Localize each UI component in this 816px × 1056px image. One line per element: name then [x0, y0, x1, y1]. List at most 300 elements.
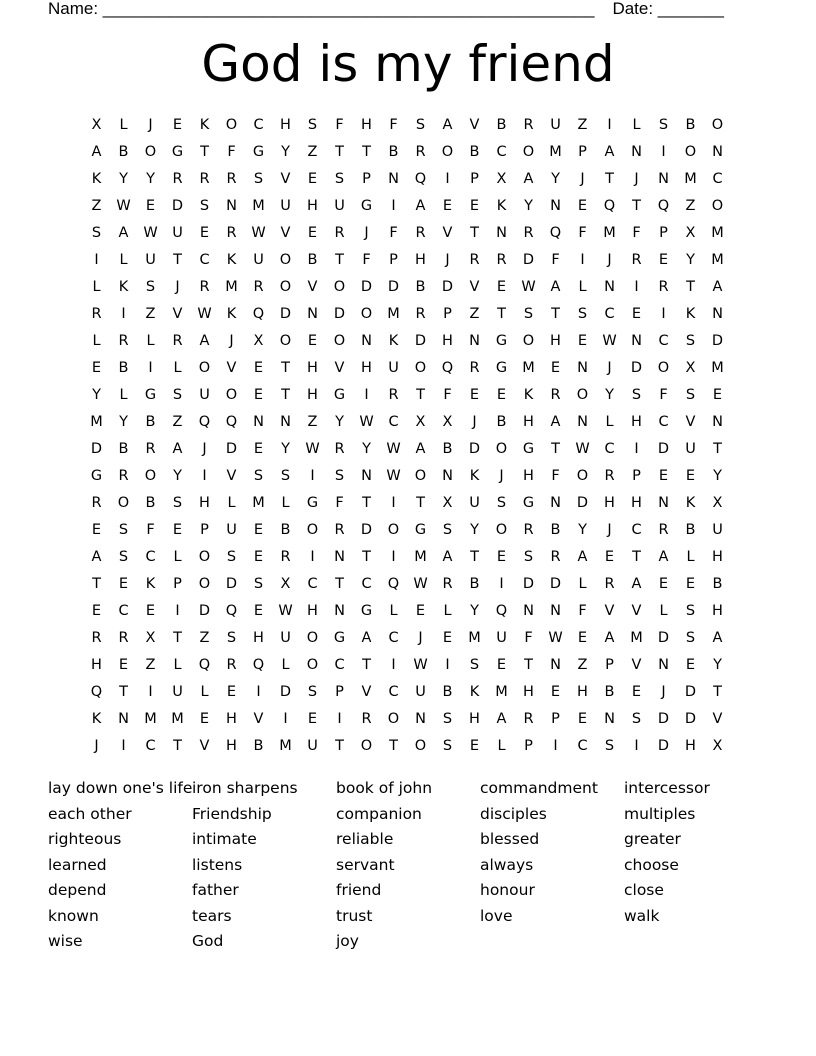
grid-letter: X [712, 495, 723, 511]
grid-letter: R [523, 225, 534, 241]
grid-letter: S [523, 549, 534, 565]
grid-letter: R [172, 333, 183, 349]
grid-letter: B [118, 441, 129, 457]
grid-letter: I [121, 306, 126, 322]
grid-letter: R [226, 657, 237, 673]
grid-letter: V [604, 603, 615, 619]
grid-letter: B [685, 117, 696, 133]
grid-letter: Y [281, 144, 290, 160]
grid-letter: J [229, 333, 234, 349]
grid-letter: U [496, 630, 507, 646]
grid-letter: L [686, 549, 695, 565]
grid-letter: Y [173, 468, 182, 484]
grid-letter: R [118, 333, 129, 349]
grid-letter: F [524, 630, 533, 646]
grid-letter: O [414, 738, 427, 754]
grid-letter: T [362, 495, 371, 511]
grid-letter: Z [199, 630, 210, 646]
grid-letter: U [145, 252, 156, 268]
grid-letter: O [387, 711, 400, 727]
grid-letter: H [361, 117, 372, 133]
grid-letter: R [388, 387, 399, 403]
grid-letter: M [144, 711, 157, 727]
letter-grid [83, 113, 731, 761]
grid-letter: Z [145, 306, 156, 322]
grid-letter: H [523, 468, 534, 484]
grid-letter: M [495, 684, 508, 700]
grid-letter: C [388, 684, 399, 700]
grid-letter: R [604, 468, 615, 484]
grid-letter: S [253, 171, 264, 187]
grid-letter: R [415, 225, 426, 241]
grid-letter: D [279, 306, 292, 322]
grid-letter: T [281, 387, 290, 403]
grid-letter: X [712, 738, 723, 754]
word-item: companion [336, 804, 422, 823]
grid-letter: A [442, 117, 453, 133]
grid-letter: L [605, 414, 614, 430]
grid-letter: N [550, 198, 561, 214]
grid-letter: H [307, 603, 318, 619]
grid-letter: L [119, 252, 128, 268]
grid-letter: J [364, 225, 369, 241]
grid-letter: N [253, 414, 264, 430]
grid-letter: E [118, 657, 129, 673]
grid-letter: Q [252, 657, 265, 673]
grid-letter: B [442, 441, 453, 457]
grid-letter: O [441, 144, 454, 160]
grid-letter: S [496, 495, 507, 511]
grid-letter: M [711, 252, 724, 268]
grid-letter: M [387, 306, 400, 322]
grid-letter: E [712, 387, 723, 403]
grid-letter: H [253, 630, 264, 646]
grid-letter: W [386, 441, 401, 457]
grid-letter: H [280, 117, 291, 133]
grid-letter: D [360, 279, 373, 295]
grid-letter: E [145, 603, 156, 619]
grid-letter: E [307, 171, 318, 187]
grid-letter: O [360, 306, 373, 322]
grid-letter: G [522, 441, 535, 457]
grid-letter: T [281, 360, 290, 376]
grid-letter: R [631, 252, 642, 268]
grid-letter: O [198, 549, 211, 565]
grid-letter: J [607, 252, 612, 268]
grid-letter: Y [713, 657, 722, 673]
grid-letter: X [685, 225, 696, 241]
grid-letter: L [92, 279, 101, 295]
grid-letter: H [523, 414, 534, 430]
grid-letter: R [442, 576, 453, 592]
grid-letter: I [445, 171, 450, 187]
grid-letter: R [145, 441, 156, 457]
grid-letter: X [442, 414, 453, 430]
word-item: Friendship [192, 804, 272, 823]
grid-letter: H [712, 549, 723, 565]
grid-letter: U [415, 684, 426, 700]
grid-letter: C [118, 603, 129, 619]
grid-letter: S [658, 117, 669, 133]
grid-letter: K [145, 576, 156, 592]
grid-letter: W [548, 630, 563, 646]
grid-letter: D [576, 495, 589, 511]
grid-letter: F [227, 144, 236, 160]
grid-letter: H [307, 360, 318, 376]
grid-row [83, 194, 731, 221]
grid-letter: T [362, 144, 371, 160]
grid-letter: L [578, 279, 587, 295]
grid-letter: P [524, 738, 533, 754]
grid-letter: Q [387, 576, 400, 592]
grid-letter: P [659, 225, 668, 241]
grid-letter: B [550, 522, 561, 538]
grid-letter: E [253, 360, 264, 376]
word-item: intercessor [624, 779, 710, 797]
grid-letter: O [495, 522, 508, 538]
grid-letter: G [306, 495, 319, 511]
grid-letter: I [634, 738, 639, 754]
grid-letter: E [91, 522, 102, 538]
grid-letter: D [360, 522, 373, 538]
grid-letter: N [631, 333, 642, 349]
grid-letter: N [361, 468, 372, 484]
grid-letter: W [278, 603, 293, 619]
grid-letter: E [658, 252, 669, 268]
grid-letter: R [280, 549, 291, 565]
grid-letter: R [361, 711, 372, 727]
grid-letter: N [577, 360, 588, 376]
grid-letter: V [253, 711, 264, 727]
grid-letter: R [604, 576, 615, 592]
word-item: book of john [336, 779, 433, 797]
grid-letter: C [712, 171, 723, 187]
grid-letter: I [202, 468, 207, 484]
grid-letter: B [145, 414, 156, 430]
grid-letter: N [523, 603, 534, 619]
grid-letter: E [685, 576, 696, 592]
grid-letter: S [442, 738, 453, 754]
grid-letter: M [252, 198, 265, 214]
grid-letter: B [307, 252, 318, 268]
grid-letter: D [225, 441, 238, 457]
grid-letter: K [118, 279, 129, 295]
grid-letter: L [443, 603, 452, 619]
grid-letter: C [253, 117, 264, 133]
grid-letter: O [198, 576, 211, 592]
grid-letter: A [442, 549, 453, 565]
grid-letter: T [173, 738, 182, 754]
grid-letter: U [469, 495, 480, 511]
grid-letter: Q [198, 414, 211, 430]
grid-letter: I [391, 549, 396, 565]
grid-letter: N [388, 171, 399, 187]
grid-letter: Q [198, 657, 211, 673]
grid-letter: T [551, 306, 560, 322]
grid-letter: J [148, 117, 153, 133]
grid-letter: O [333, 279, 346, 295]
grid-letter: R [415, 306, 426, 322]
grid-letter: E [550, 684, 561, 700]
grid-letter: K [91, 171, 102, 187]
grid-letter: Z [91, 198, 102, 214]
grid-letter: A [91, 549, 102, 565]
grid-letter: T [200, 144, 209, 160]
grid-letter: Q [225, 603, 238, 619]
grid-row [83, 113, 731, 140]
grid-letter: Z [307, 144, 318, 160]
grid-letter: E [685, 468, 696, 484]
grid-letter: R [334, 441, 345, 457]
grid-letter: L [92, 333, 101, 349]
grid-letter: N [442, 468, 453, 484]
grid-letter: X [91, 117, 102, 133]
grid-letter: Y [605, 387, 614, 403]
grid-letter: B [469, 144, 480, 160]
grid-letter: S [307, 117, 318, 133]
grid-letter: H [91, 657, 102, 673]
grid-letter: S [91, 225, 102, 241]
grid-letter: E [91, 360, 102, 376]
grid-letter: K [226, 306, 237, 322]
grid-letter: W [602, 333, 617, 349]
grid-letter: A [604, 144, 615, 160]
grid-letter: F [578, 225, 587, 241]
word-item: learned [48, 855, 107, 874]
grid-row [83, 275, 731, 302]
grid-letter: Z [469, 306, 480, 322]
grid-letter: E [415, 603, 426, 619]
grid-letter: B [388, 144, 399, 160]
grid-letter: E [172, 117, 183, 133]
grid-letter: S [685, 387, 696, 403]
grid-letter: R [226, 171, 237, 187]
grid-letter: I [391, 657, 396, 673]
grid-letter: O [495, 441, 508, 457]
grid-letter: M [711, 225, 724, 241]
grid-row [83, 626, 731, 653]
grid-letter: B [118, 360, 129, 376]
grid-letter: O [360, 738, 373, 754]
grid-letter: N [550, 603, 561, 619]
grid-letter: O [522, 144, 535, 160]
grid-letter: F [551, 252, 560, 268]
grid-letter: N [604, 279, 615, 295]
grid-letter: I [634, 441, 639, 457]
grid-letter: I [310, 468, 315, 484]
grid-letter: Y [119, 414, 128, 430]
grid-letter: Y [470, 522, 479, 538]
grid-letter: F [389, 117, 398, 133]
grid-letter: N [712, 306, 723, 322]
grid-letter: J [499, 468, 504, 484]
grid-letter: O [144, 144, 157, 160]
grid-letter: T [362, 657, 371, 673]
grid-letter: E [307, 333, 318, 349]
grid-letter: N [712, 144, 723, 160]
grid-letter: J [472, 414, 477, 430]
grid-letter: Y [470, 603, 479, 619]
grid-letter: S [442, 711, 453, 727]
grid-letter: T [713, 441, 722, 457]
grid-letter: B [685, 522, 696, 538]
grid-letter: K [685, 495, 696, 511]
grid-letter: V [280, 225, 291, 241]
grid-letter: D [414, 333, 427, 349]
grid-letter: A [550, 279, 561, 295]
grid-letter: K [388, 333, 399, 349]
grid-letter: C [361, 576, 372, 592]
grid-letter: A [415, 198, 426, 214]
grid-letter: L [227, 495, 236, 511]
grid-letter: B [145, 495, 156, 511]
word-item: servant [336, 855, 395, 874]
grid-letter: O [306, 630, 319, 646]
grid-letter: N [658, 495, 669, 511]
grid-letter: H [631, 495, 642, 511]
grid-letter: B [496, 414, 507, 430]
grid-letter: M [684, 171, 697, 187]
grid-letter: D [198, 603, 211, 619]
grid-letter: U [199, 387, 210, 403]
grid-letter: O [522, 333, 535, 349]
grid-letter: W [251, 225, 266, 241]
header-line [48, 0, 724, 20]
grid-letter: C [388, 414, 399, 430]
grid-letter: E [469, 387, 480, 403]
grid-letter: Y [281, 441, 290, 457]
grid-letter: E [496, 657, 507, 673]
grid-letter: S [280, 468, 291, 484]
grid-letter: A [361, 630, 372, 646]
grid-letter: Y [713, 468, 722, 484]
grid-letter: D [225, 576, 238, 592]
grid-letter: W [575, 441, 590, 457]
grid-letter: E [91, 603, 102, 619]
grid-letter: L [173, 360, 182, 376]
grid-row [83, 680, 731, 707]
grid-letter: N [550, 657, 561, 673]
grid-letter: X [253, 333, 264, 349]
grid-letter: P [443, 306, 452, 322]
grid-letter: R [226, 225, 237, 241]
grid-letter: U [172, 684, 183, 700]
grid-letter: N [334, 603, 345, 619]
grid-letter: U [280, 198, 291, 214]
grid-letter: I [661, 306, 666, 322]
grid-letter: Q [441, 360, 454, 376]
grid-letter: C [199, 252, 210, 268]
grid-letter: N [469, 333, 480, 349]
grid-letter: D [468, 441, 481, 457]
grid-letter: S [172, 387, 183, 403]
grid-letter: X [442, 495, 453, 511]
grid-letter: E [199, 711, 210, 727]
word-item: honour [480, 881, 535, 899]
grid-letter: V [199, 738, 210, 754]
grid-letter: F [362, 252, 371, 268]
grid-letter: E [577, 630, 588, 646]
grid-letter: R [334, 522, 345, 538]
grid-letter: X [280, 576, 291, 592]
word-item: joy [336, 932, 359, 950]
grid-letter: A [550, 414, 561, 430]
grid-letter: C [496, 144, 507, 160]
word-item: father [192, 881, 239, 899]
grid-letter: D [90, 441, 103, 457]
grid-letter: I [94, 252, 99, 268]
grid-letter: M [252, 495, 265, 511]
word-item: always [480, 855, 534, 874]
grid-letter: T [416, 387, 425, 403]
grid-letter: S [334, 171, 345, 187]
grid-letter: X [496, 171, 507, 187]
grid-letter: E [253, 549, 264, 565]
grid-letter: A [577, 549, 588, 565]
page-title: God is my friend [201, 35, 615, 93]
grid-letter: S [118, 549, 129, 565]
grid-letter: T [173, 630, 182, 646]
grid-letter: H [361, 360, 372, 376]
grid-letter: H [631, 414, 642, 430]
grid-letter: E [145, 198, 156, 214]
grid-letter: Q [414, 171, 427, 187]
grid-letter: A [199, 333, 210, 349]
grid-letter: I [310, 549, 315, 565]
grid-letter: R [523, 711, 534, 727]
grid-letter: G [171, 144, 184, 160]
grid-letter: S [226, 549, 237, 565]
grid-letter: D [522, 252, 535, 268]
grid-letter: L [173, 549, 182, 565]
grid-letter: V [334, 360, 345, 376]
grid-letter: M [279, 738, 292, 754]
grid-letter: I [148, 684, 153, 700]
grid-letter: V [280, 171, 291, 187]
grid-letter: W [197, 306, 212, 322]
grid-letter: E [604, 549, 615, 565]
grid-letter: D [333, 306, 346, 322]
grid-letter: C [334, 657, 345, 673]
grid-letter: S [631, 387, 642, 403]
grid-letter: T [524, 657, 533, 673]
grid-letter: D [279, 684, 292, 700]
grid-letter: I [364, 387, 369, 403]
grid-letter: P [335, 684, 344, 700]
grid-letter: U [307, 738, 318, 754]
grid-letter: A [523, 171, 534, 187]
grid-letter: H [550, 333, 561, 349]
grid-letter: Z [685, 198, 696, 214]
grid-letter: S [631, 711, 642, 727]
grid-letter: D [711, 333, 724, 349]
grid-letter: Q [549, 225, 562, 241]
grid-letter: J [175, 279, 180, 295]
grid-letter: N [577, 414, 588, 430]
grid-row [83, 302, 731, 329]
grid-letter: B [496, 117, 507, 133]
grid-letter: E [496, 279, 507, 295]
grid-row [83, 383, 731, 410]
grid-letter: F [443, 387, 452, 403]
grid-letter: U [172, 225, 183, 241]
grid-row [83, 545, 731, 572]
grid-letter: O [279, 252, 292, 268]
grid-letter: K [496, 198, 507, 214]
word-column [480, 776, 624, 955]
grid-letter: W [143, 225, 158, 241]
grid-letter: R [199, 279, 210, 295]
